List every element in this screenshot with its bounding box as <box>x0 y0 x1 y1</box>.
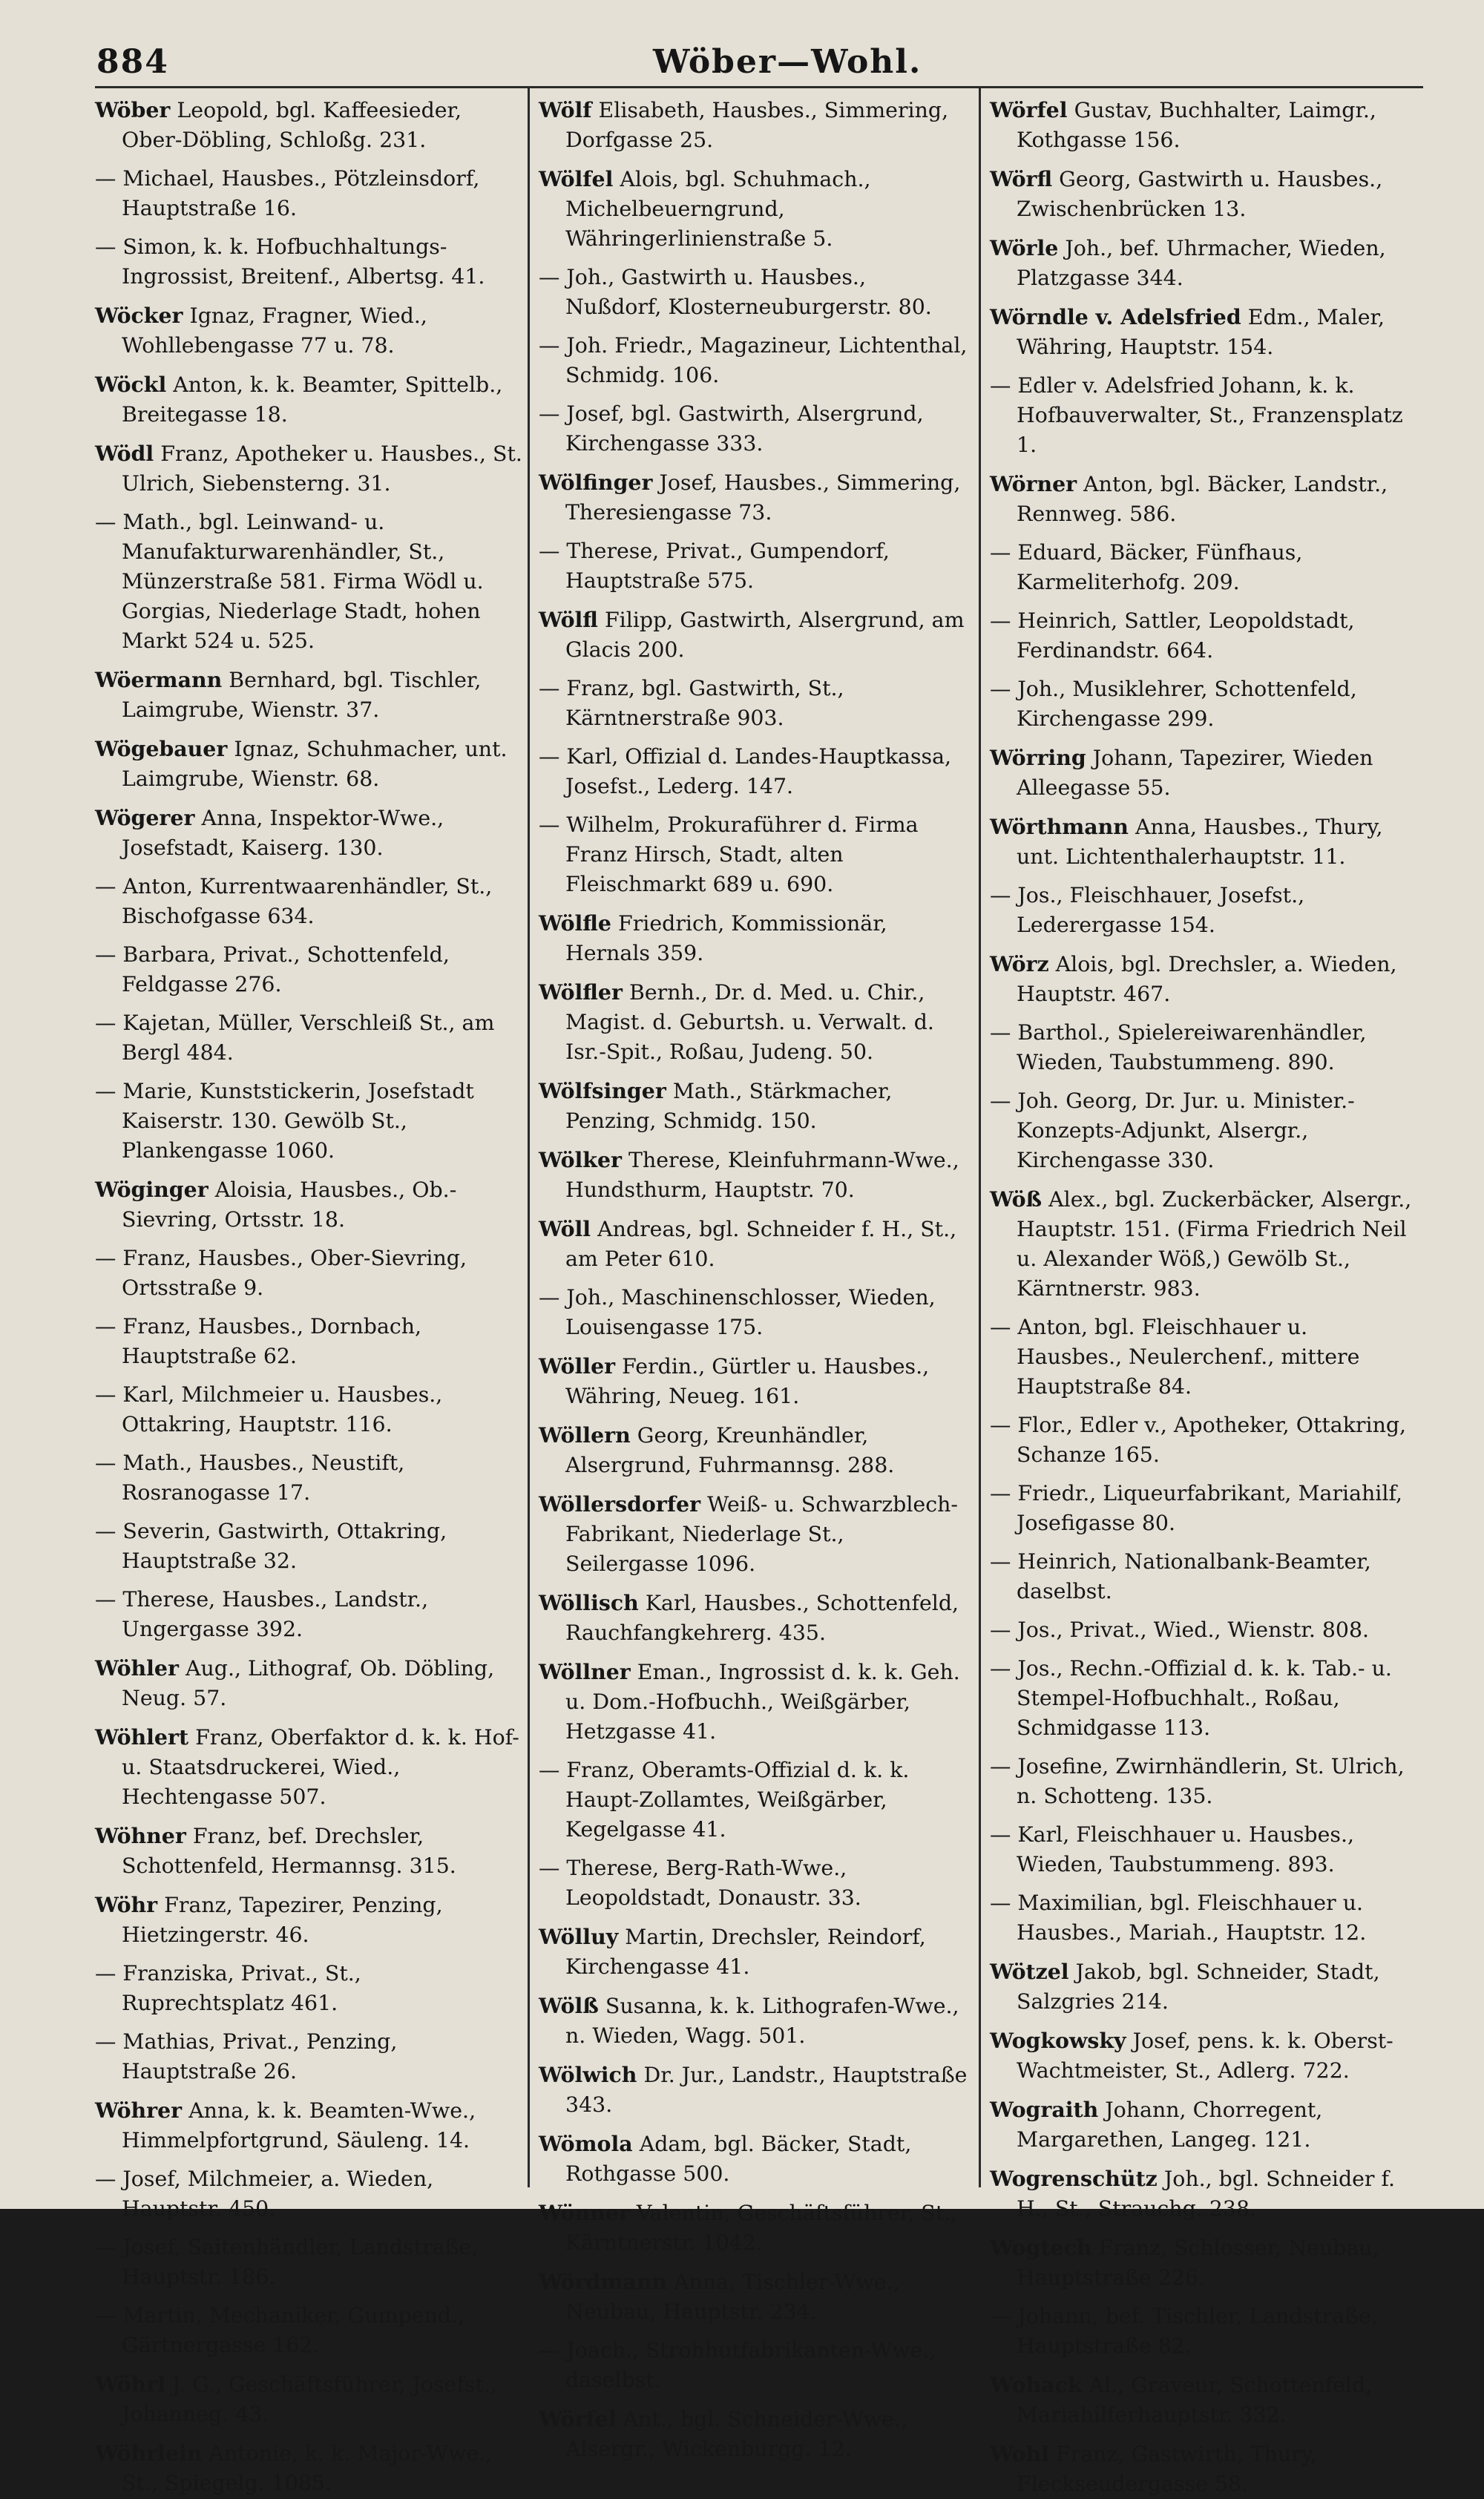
directory-entry <box>95 734 524 794</box>
entry-surname: Wörz <box>990 951 1049 976</box>
entry-surname: Wölluy <box>539 1924 619 1949</box>
entry-details: Franz, Schlosser, Neubau, Hauptstraße 226. <box>1017 2236 1379 2290</box>
directory-entry <box>539 908 968 968</box>
directory-entry <box>95 2027 524 2086</box>
directory-entry <box>990 812 1419 872</box>
directory-entry <box>95 665 524 725</box>
entry-details: Aug., Lithograf, Ob. Döbling, Neug. 57. <box>122 1656 495 1710</box>
entry-details: — Josef, Milchmeier, a. Wieden, Hauptstr. 450. <box>95 2167 434 2221</box>
directory-entry <box>990 538 1419 597</box>
directory-entry <box>990 1654 1419 1743</box>
entry-surname: Wördmann <box>539 2269 668 2294</box>
directory-entry <box>95 1585 524 1644</box>
entry-surname: Wöll <box>539 1216 591 1241</box>
entry-surname: Wogrenschütz <box>990 2166 1158 2191</box>
entry-details: — Eduard, Bäcker, Fünfhaus, Karmeliterhofg. 209. <box>990 540 1303 594</box>
directory-entry <box>990 1479 1419 1538</box>
entry-surname: Wörthmann <box>990 814 1129 839</box>
entry-details: — Johann, bef. Tischler, Landstraße, Hauptstraße 82. <box>990 2304 1378 2358</box>
directory-entry <box>95 1175 524 1235</box>
directory-entry <box>539 1922 968 1982</box>
directory-entry <box>539 1214 968 1274</box>
entry-details: Karl, Hausbes., Schottenfeld, Rauchfangkehrerg. 435. <box>565 1591 959 1645</box>
entry-details: Friedrich, Kommissionär, Hernals 359. <box>565 911 887 965</box>
entry-details: Franz, Tapezirer, Penzing, Hietzingerstr. 46. <box>122 1893 443 1947</box>
directory-entry <box>95 1653 524 1713</box>
entry-details: Anton, bgl. Bäcker, Landstr., Rennweg. 586. <box>1017 472 1388 526</box>
directory-entry <box>990 2370 1419 2430</box>
entry-details: Alois, bgl. Drechsler, a. Wieden, Hauptstr. 467. <box>1017 952 1397 1006</box>
entry-details: Filipp, Gastwirth, Alsergrund, am Glacis 200. <box>565 608 965 662</box>
entry-surname: Wöhrer <box>95 2098 183 2123</box>
entry-surname: Wöhlert <box>95 1724 189 1750</box>
entry-surname: Wöllern <box>539 1422 631 1448</box>
directory-entry <box>990 1888 1419 1948</box>
directory-entry <box>990 164 1419 224</box>
directory-entry <box>539 2060 968 2120</box>
entry-details: — Michael, Hausbes., Pötzleinsdorf, Hauptstraße 16. <box>95 166 480 220</box>
entry-surname: Wöhrl <box>95 2371 165 2397</box>
entry-details: — Josefine, Zwirnhändlerin, St. Ulrich, n. Schotteng. 135. <box>990 1754 1405 1808</box>
entry-surname: Wörfl <box>990 166 1053 191</box>
entry-details: — Joh. Friedr., Magazineur, Lichtenthal, Schmidg. 106. <box>539 333 968 387</box>
entry-details: Johann, Chorregent, Margarethen, Langeg. 121. <box>1017 2098 1323 2152</box>
column-3 <box>990 95 1419 2496</box>
column-2 <box>539 95 968 2461</box>
entry-details: Math., Stärkmacher, Penzing, Schmidg. 150. <box>565 1079 893 1133</box>
directory-entry <box>539 2404 968 2464</box>
directory-entry <box>990 1957 1419 2017</box>
entry-details: Anna, k. k. Beamten-Wwe., Himmelpfortgrund, Säuleng. 14. <box>122 2098 476 2152</box>
directory-entry <box>990 1752 1419 1811</box>
directory-entry <box>95 1517 524 1576</box>
entry-details: Al., Graveur, Schottenfeld, Mariahilferhauptstr. 332. <box>1017 2373 1373 2427</box>
column-1 <box>95 95 524 2495</box>
entry-surname: Wönner <box>539 2200 630 2225</box>
directory-entry <box>539 1657 968 1747</box>
entry-surname: Wöhner <box>95 1823 186 1848</box>
column-divider <box>528 88 530 2187</box>
entry-surname: Wögerer <box>95 805 195 830</box>
entry-details: — Heinrich, Nationalbank-Beamter, daselbst. <box>990 1549 1371 1603</box>
entry-details: Georg, Gastwirth u. Hausbes., Zwischenbrücken 13. <box>1017 167 1383 221</box>
directory-entry <box>990 1018 1419 1077</box>
entry-surname: Wörfel <box>539 2406 617 2431</box>
entry-details: Adam, bgl. Bäcker, Stadt, Rothgasse 500. <box>565 2132 912 2186</box>
directory-entry <box>95 1448 524 1508</box>
directory-entry <box>95 1380 524 1439</box>
entry-details: — Joh. Georg, Dr. Jur. u. Minister.-Konzepts-Adjunkt, Alsergr., Kirchengasse 330. <box>990 1088 1355 1172</box>
directory-entry <box>539 536 968 596</box>
entry-details: Ferdin., Gürtler u. Hausbes., Währing, Neueg. 161. <box>565 1354 930 1408</box>
directory-entry <box>990 1820 1419 1879</box>
entry-details: — Jos., Privat., Wied., Wienstr. 808. <box>990 1618 1370 1642</box>
directory-entry <box>990 674 1419 734</box>
directory-entry <box>95 1077 524 1166</box>
directory-entry <box>95 1312 524 1371</box>
directory-entry <box>990 95 1419 155</box>
directory-entry <box>990 949 1419 1009</box>
directory-entry <box>539 2267 968 2327</box>
entry-details: Valentin, Geschäftsführer, St., Kärntnerstr. 1042. <box>565 2201 958 2255</box>
entry-details: Josef, Hausbes., Simmering, Theresiengasse 73. <box>565 470 961 525</box>
directory-entry <box>539 977 968 1067</box>
entry-surname: Wogtech <box>990 2235 1092 2260</box>
entry-details: — Karl, Fleischhauer u. Hausbes., Wieden, Taubstummeng. 893. <box>990 1822 1355 1876</box>
directory-entry <box>95 1821 524 1881</box>
entry-surname: Wörndle v. Adelsfried <box>990 304 1241 329</box>
entry-details: Anna, Hausbes., Thury, unt. Lichtenthalerhauptstr. 11. <box>1017 815 1383 869</box>
entry-details: — Martin, Mechaniker, Gumpend., Gärtnergasse 162. <box>95 2303 465 2357</box>
entry-details: Dr. Jur., Landstr., Hauptstraße 343. <box>565 2063 968 2117</box>
directory-entry <box>539 1853 968 1913</box>
entry-surname: Wohack <box>990 2372 1083 2397</box>
directory-entry <box>539 2129 968 2189</box>
directory-entry <box>539 810 968 899</box>
entry-details: Therese, Kleinfuhrmann-Wwe., Hundsthurm, Hauptstr. 70. <box>565 1148 959 1202</box>
entry-details: Alex., bgl. Zuckerbäcker, Alsergr., Hauptstr. 151. (Firma Friedrich Neil u. Alexander Wöß,) Gewölb St., Kärntnerstr. 983. <box>1017 1187 1412 1301</box>
entry-details: Aloisia, Hausbes., Ob.-Sievring, Ortsstr. 18. <box>122 1178 457 1232</box>
entry-details: — Barbara, Privat., Schottenfeld, Feldgasse 276. <box>95 942 450 996</box>
directory-entry <box>539 1588 968 1648</box>
entry-surname: Wöermann <box>95 667 223 692</box>
entry-surname: Wörner <box>990 471 1077 496</box>
entry-surname: Wöcker <box>95 303 183 328</box>
entry-surname: Wömola <box>539 2131 633 2156</box>
entry-details: — Jos., Fleischhauer, Josefst., Lederergasse 154. <box>990 883 1305 937</box>
directory-entry <box>95 803 524 863</box>
directory-entry <box>95 1244 524 1303</box>
entry-surname: Wödl <box>95 441 154 466</box>
entry-surname: Wölwich <box>539 2062 637 2087</box>
entry-details: Weiß- u. Schwarzblech-Fabrikant, Niederlage St., Seilergasse 1096. <box>565 1492 958 1576</box>
directory-entry <box>95 940 524 999</box>
entry-details: Edm., Maler, Währing, Hauptstr. 154. <box>1017 305 1385 359</box>
entry-details: Andreas, bgl. Schneider f. H., St., am Peter 610. <box>565 1217 957 1271</box>
entry-surname: Wöß <box>990 1186 1043 1212</box>
entry-details: — Joh., Gastwirth u. Hausbes., Nußdorf, Klosterneuburgerstr. 80. <box>539 265 932 319</box>
directory-entry <box>539 1351 968 1411</box>
directory-entry <box>539 1076 968 1136</box>
directory-entry <box>95 164 524 223</box>
header-rule <box>95 86 1423 88</box>
entry-details: Susanna, k. k. Lithografen-Wwe., n. Wieden, Wagg. 501. <box>565 1994 959 2048</box>
entry-details: — Kajetan, Müller, Verschleiß St., am Bergl 484. <box>95 1011 495 1065</box>
entry-surname: Wögebauer <box>95 736 228 761</box>
directory-entry <box>95 1722 524 1812</box>
entry-details: — Friedr., Liqueurfabrikant, Mariahilf, Josefigasse 80. <box>990 1481 1402 1535</box>
directory-entry <box>95 1008 524 1068</box>
directory-entry <box>95 2301 524 2360</box>
directory-entry <box>990 1411 1419 1470</box>
directory-entry <box>95 872 524 931</box>
directory-entry <box>990 1086 1419 1175</box>
entry-details: Leopold, bgl. Kaffeesieder, Ober-Döbling, Schloßg. 231. <box>122 98 462 152</box>
directory-entry <box>990 371 1419 460</box>
entry-details: Joh., bgl. Schneider f. H., St., Strauchg. 238. <box>1017 2167 1396 2221</box>
entry-details: — Severin, Gastwirth, Ottakring, Hauptstraße 32. <box>95 1519 447 1573</box>
directory-entry <box>990 2095 1419 2155</box>
directory-entry <box>539 331 968 390</box>
entry-surname: Wöhr <box>95 1892 158 1917</box>
entry-details: Gustav, Buchhalter, Laimgr., Kothgasse 156. <box>1017 98 1376 152</box>
entry-surname: Wölf <box>539 97 592 122</box>
entry-details: Anna, Tischler-Wwe., Neubau, Hauptstr. 234. <box>565 2270 900 2324</box>
entry-surname: Wörle <box>990 235 1059 260</box>
entry-surname: Wölfler <box>539 979 623 1005</box>
directory-entry <box>95 2369 524 2429</box>
entry-details: — Marie, Kunststickerin, Josefstadt Kaiserstr. 130. Gewölb St., Plankengasse 1060. <box>95 1079 474 1163</box>
directory-entry <box>95 370 524 430</box>
entry-details: — Franz, Oberamts-Offizial d. k. k. Haupt-Zollamtes, Weißgärber, Kegelgasse 41. <box>539 1758 910 1842</box>
column-divider <box>979 88 981 2187</box>
entry-details: — Franz, bgl. Gastwirth, St., Kärntnerstraße 903. <box>539 676 844 730</box>
directory-entry <box>990 2233 1419 2293</box>
directory-entry <box>990 2302 1419 2361</box>
entry-details: — Simon, k. k. Hofbuchhaltungs-Ingrossist, Breitenf., Albertsg. 41. <box>95 234 485 289</box>
entry-details: Franz, bef. Drechsler, Schottenfeld, Hermannsg. 315. <box>122 1824 456 1878</box>
directory-entry <box>539 1283 968 1342</box>
directory-entry <box>990 469 1419 529</box>
directory-entry <box>990 302 1419 362</box>
entry-details: Johann, Tapezirer, Wieden Alleegasse 55. <box>1017 746 1373 800</box>
directory-entry <box>539 742 968 801</box>
directory-entry <box>990 881 1419 940</box>
entry-details: — Maximilian, bgl. Fleischhauer u. Hausbes., Mariah., Hauptstr. 12. <box>990 1891 1367 1945</box>
directory-entry <box>990 1547 1419 1606</box>
directory-entry <box>95 1959 524 2018</box>
directory-entry <box>990 743 1419 803</box>
entry-details: J. G., Geschäftsführer, Josefst., Johanneg. 43. <box>122 2372 497 2426</box>
directory-entry <box>539 164 968 254</box>
directory-entry <box>539 1991 968 2051</box>
entry-details: — Wilhelm, Prokuraführer d. Firma Franz Hirsch, Stadt, alten Fleischmarkt 689 u. 690. <box>539 812 919 896</box>
entry-surname: Wölfle <box>539 910 611 936</box>
directory-entry <box>95 439 524 499</box>
directory-entry <box>539 2336 968 2395</box>
entry-surname: Wöhler <box>95 1655 179 1681</box>
entry-details: Joh., bef. Uhrmacher, Wieden, Platzgasse 344. <box>1017 236 1386 290</box>
entry-details: — Franziska, Privat., St., Ruprechtsplatz 461. <box>95 1961 361 2015</box>
directory-entry <box>539 95 968 155</box>
directory-entry <box>95 2095 524 2155</box>
entry-details: Franz, Gastwirth, Thury, Fleckseudergasse 58. <box>1017 2442 1318 2496</box>
entry-surname: Wölfl <box>539 607 598 632</box>
entry-details: — Anton, bgl. Fleischhauer u. Hausbes., Neulerchenf., mittere Hauptstraße 84. <box>990 1315 1360 1399</box>
entry-surname: Wölfinger <box>539 470 653 495</box>
directory-entry <box>990 2439 1419 2499</box>
entry-details: — Therese, Hausbes., Landstr., Ungergasse 392. <box>95 1587 429 1641</box>
entry-details: Martin, Drechsler, Reindorf, Kirchengasse 41. <box>565 1925 926 1979</box>
directory-entry <box>990 1184 1419 1304</box>
entry-details: Antonie, k. k. Major-Wwe., St., Spiegelg. 1085. <box>122 2441 493 2495</box>
directory-entry <box>539 605 968 665</box>
entry-details: Eman., Ingrossist d. k. k. Geh. u. Dom.-Hofbuchh., Weißgärber, Hetzgasse 41. <box>565 1660 960 1744</box>
directory-entry <box>990 2026 1419 2086</box>
entry-surname: Wölß <box>539 1993 599 2018</box>
entry-details: Anna, Inspektor-Wwe., Josefstadt, Kaiserg. 130. <box>122 806 444 860</box>
entry-details: — Josef, Saitenhändler, Landstraße, Hauptstr. 186. <box>95 2235 479 2289</box>
directory-entry <box>95 2164 524 2224</box>
entry-surname: Wöber <box>95 97 171 122</box>
entry-surname: Wogkowsky <box>990 2028 1126 2053</box>
directory-entry <box>539 674 968 733</box>
entry-details: Ignaz, Schuhmacher, unt. Laimgrube, Wienstr. 68. <box>122 737 508 791</box>
entry-details: — Joh., Musiklehrer, Schottenfeld, Kirchengasse 299. <box>990 677 1357 731</box>
directory-entry <box>990 606 1419 666</box>
directory-entry <box>95 508 524 656</box>
entry-surname: Wörring <box>990 745 1086 770</box>
directory-entry <box>990 1615 1419 1645</box>
entry-details: Ignaz, Fragner, Wied., Wohllebengasse 77 u. 78. <box>122 303 427 358</box>
entry-details: — Anton, Kurrentwaarenhändler, St., Bischofgasse 634. <box>95 874 493 928</box>
page-number: 884 <box>96 43 169 81</box>
entry-details: — Franz, Hausbes., Dornbach, Hauptstraße 62. <box>95 1314 422 1368</box>
entry-details: Anton, k. k. Beamter, Spittelb., Breitegasse 18. <box>122 372 503 427</box>
entry-surname: Wöhrlein <box>95 2440 203 2466</box>
entry-details: — Joach., Strohhutfabrikanten-Wwe., daselbst. <box>539 2338 936 2392</box>
entry-details: Alois, bgl. Schuhmach., Michelbeuerngrund, Währingerlinienstraße 5. <box>565 167 871 251</box>
entry-surname: Wöginger <box>95 1177 209 1202</box>
directory-entry <box>539 1756 968 1845</box>
entry-surname: Wöllisch <box>539 1590 639 1615</box>
directory-entry <box>539 263 968 322</box>
entry-surname: Wötzel <box>990 1959 1069 1984</box>
directory-entry <box>539 1489 968 1579</box>
directory-entry <box>95 232 524 292</box>
entry-details: — Josef, bgl. Gastwirth, Alsergrund, Kirchengasse 333. <box>539 401 924 456</box>
entry-details: — Therese, Privat., Gumpendorf, Hauptstraße 575. <box>539 539 890 593</box>
entry-details: — Math., Hausbes., Neustift, Rosranogasse 17. <box>95 1451 405 1505</box>
directory-entry <box>539 2198 968 2258</box>
directory-entry <box>95 95 524 155</box>
entry-details: — Flor., Edler v., Apotheker, Ottakring, Schanze 165. <box>990 1413 1407 1467</box>
entry-details: — Karl, Offizial d. Landes-Hauptkassa, Josefst., Lederg. 147. <box>539 744 952 798</box>
entry-details: Ant., bgl. Schneider-Wwe., Alsergr., Wickenburgg. 12. <box>565 2407 908 2461</box>
entry-details: — Barthol., Spielereiwarenhändler, Wieden, Taubstummeng. 890. <box>990 1020 1367 1074</box>
entry-details: Franz, Oberfaktor d. k. k. Hof- u. Staatsdruckerei, Wied., Hechtengasse 507. <box>122 1725 519 1809</box>
entry-surname: Wöller <box>539 1353 616 1379</box>
entry-surname: Wöllner <box>539 1659 631 1684</box>
directory-entry <box>95 2438 524 2498</box>
entry-details: — Edler v. Adelsfried Johann, k. k. Hofbauverwalter, St., Franzensplatz 1. <box>990 373 1403 457</box>
page-title: Wöber—Wohl. <box>653 43 922 81</box>
entry-details: — Mathias, Privat., Penzing, Hauptstraße 26. <box>95 2029 398 2083</box>
entry-surname: Wölker <box>539 1147 622 1172</box>
entry-details: Franz, Apotheker u. Hausbes., St. Ulrich, Siebensterng. 31. <box>122 441 522 496</box>
entry-details: Bernhard, bgl. Tischler, Laimgrube, Wienstr. 37. <box>122 668 482 722</box>
entry-surname: Wohl <box>990 2441 1049 2466</box>
entry-details: — Therese, Berg-Rath-Wwe., Leopoldstadt, Donaustr. 33. <box>539 1856 861 1910</box>
entry-details: — Heinrich, Sattler, Leopoldstadt, Ferdinandstr. 664. <box>990 608 1355 663</box>
directory-entry <box>95 301 524 361</box>
entry-details: — Math., bgl. Leinwand- u. Manufakturwarenhändler, St., Münzerstraße 581. Firma Wödl u. Gorgias, Niederlage Stadt, hohen Markt 524 u. 525. <box>95 510 484 653</box>
directory-entry <box>990 1313 1419 1402</box>
entry-details: — Joh., Maschinenschlosser, Wieden, Louisengasse 175. <box>539 1285 936 1339</box>
entry-surname: Wörfel <box>990 97 1068 122</box>
directory-entry <box>539 467 968 528</box>
entry-surname: Wöllersdorfer <box>539 1491 701 1517</box>
entry-details: Elisabeth, Hausbes., Simmering, Dorfgasse 25. <box>565 98 949 152</box>
directory-entry <box>539 1145 968 1205</box>
entry-surname: Wölfsinger <box>539 1078 666 1103</box>
directory-entry <box>990 233 1419 293</box>
entry-surname: Wograith <box>990 2097 1099 2122</box>
directory-entry <box>539 1420 968 1480</box>
entry-details: Bernh., Dr. d. Med. u. Chir., Magist. d. Geburtsh. u. Verwalt. d. Isr.-Spit., Roßau, Judeng. 50. <box>565 980 934 1064</box>
entry-surname: Wöckl <box>95 372 167 397</box>
entry-details: — Franz, Hausbes., Ober-Sievring, Ortsstraße 9. <box>95 1246 467 1300</box>
entry-details: — Jos., Rechn.-Offizial d. k. k. Tab.- u. Stempel-Hofbuchhalt., Roßau, Schmidgasse 113. <box>990 1656 1392 1740</box>
entry-details: Jakob, bgl. Schneider, Stadt, Salzgries 214. <box>1017 1960 1380 2014</box>
entry-details: — Karl, Milchmeier u. Hausbes., Ottakring, Hauptstr. 116. <box>95 1382 443 1436</box>
directory-entry <box>539 399 968 459</box>
entry-details: Georg, Kreunhändler, Alsergrund, Fuhrmannsg. 288. <box>565 1423 895 1477</box>
directory-entry <box>990 2164 1419 2224</box>
directory-entry <box>95 1890 524 1950</box>
entry-details: Josef, pens. k. k. Oberst-Wachtmeister, St., Adlerg. 722. <box>1017 2029 1393 2083</box>
directory-entry <box>95 2233 524 2292</box>
entry-surname: Wölfel <box>539 166 614 191</box>
